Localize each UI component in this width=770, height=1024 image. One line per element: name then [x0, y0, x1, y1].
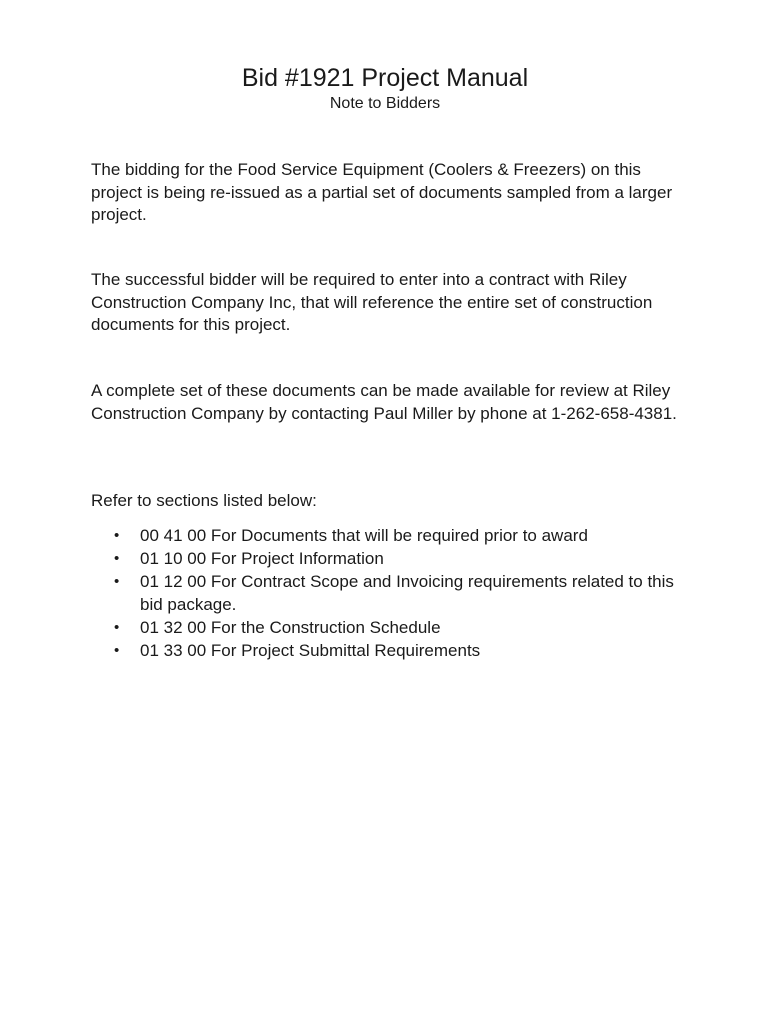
section-text: 01 32 00 For the Construction Schedule: [140, 618, 441, 637]
paragraph-refer-sections: Refer to sections listed below:: [91, 491, 317, 510]
bullet-icon: •: [114, 619, 120, 636]
list-item: [114, 616, 684, 639]
document-title: Bid #1921 Project Manual: [241, 64, 529, 92]
section-text: 01 10 00 For Project Information: [140, 549, 384, 568]
list-item: [114, 570, 684, 616]
section-list: [114, 524, 684, 662]
section-text: 01 12 00 For Contract Scope and Invoicing requirements related to this bid package.: [140, 572, 674, 614]
paragraph-contract-requirement: The successful bidder will be required to enter into a contract with Riley Construction Company Inc, that will reference the entire set of construction documents for this project.: [91, 270, 653, 334]
bullet-icon: •: [114, 527, 120, 544]
bullet-icon: •: [114, 642, 120, 659]
list-item: [114, 639, 684, 662]
paragraph-rebid-notice: The bidding for the Food Service Equipment (Coolers & Freezers) on this project is being re-issued as a partial set of documents sampled from a larger project.: [91, 160, 673, 224]
bullet-icon: •: [114, 550, 120, 567]
list-item: [114, 524, 684, 547]
document-subtitle: Note to Bidders: [329, 95, 441, 112]
bullet-icon: •: [114, 573, 120, 590]
list-item: [114, 547, 684, 570]
section-text: 01 33 00 For Project Submittal Requirements: [140, 641, 481, 660]
paragraph-document-availability: A complete set of these documents can be made available for review at Riley Construction Company by contacting Paul Miller by phone at 1-262-658-4381.: [91, 381, 677, 423]
section-text: 00 41 00 For Documents that will be required prior to award: [140, 526, 588, 545]
